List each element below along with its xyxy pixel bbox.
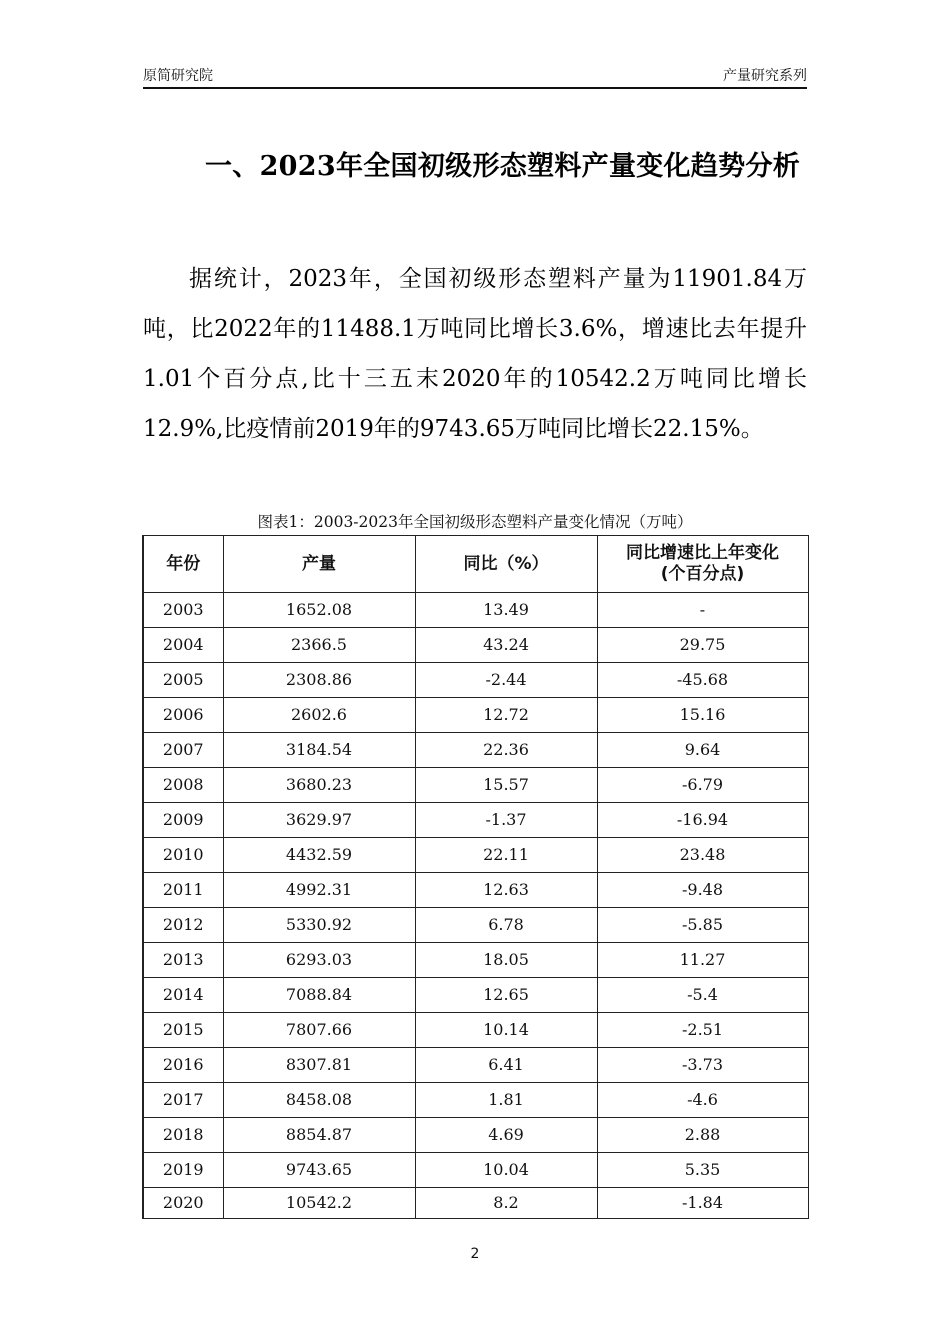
table-row bbox=[143, 593, 808, 628]
cell-yoy: -2.44 bbox=[415, 663, 597, 698]
header-org-name: 原简研究院 bbox=[143, 68, 213, 84]
cell-year: 2006 bbox=[143, 698, 223, 733]
cell-year: 2010 bbox=[143, 838, 223, 873]
cell-yoy-change: -5.4 bbox=[597, 978, 808, 1013]
cell-output: 6293.03 bbox=[223, 943, 415, 978]
cell-yoy-change: 29.75 bbox=[597, 628, 808, 663]
cell-output: 7807.66 bbox=[223, 1013, 415, 1048]
table-row bbox=[143, 1188, 808, 1219]
cell-year: 2008 bbox=[143, 768, 223, 803]
cell-year: 2018 bbox=[143, 1118, 223, 1153]
cell-output: 3629.97 bbox=[223, 803, 415, 838]
table-row bbox=[143, 943, 808, 978]
cell-yoy: 15.57 bbox=[415, 768, 597, 803]
cell-year: 2011 bbox=[143, 873, 223, 908]
cell-output: 7088.84 bbox=[223, 978, 415, 1013]
cell-yoy-change: -2.51 bbox=[597, 1013, 808, 1048]
column-header-yoy-change-line2: (个百分点) bbox=[660, 564, 745, 584]
table-row bbox=[143, 698, 808, 733]
cell-yoy: 22.11 bbox=[415, 838, 597, 873]
cell-output: 2602.6 bbox=[223, 698, 415, 733]
cell-year: 2020 bbox=[143, 1188, 223, 1219]
section-heading: 一、2023年全国初级形态塑料产量变化趋势分析 bbox=[205, 151, 801, 182]
table-row bbox=[143, 803, 808, 838]
production-table bbox=[142, 535, 809, 1219]
cell-yoy: -1.37 bbox=[415, 803, 597, 838]
table-row bbox=[143, 978, 808, 1013]
cell-yoy: 10.14 bbox=[415, 1013, 597, 1048]
table-row bbox=[143, 908, 808, 943]
cell-year: 2004 bbox=[143, 628, 223, 663]
cell-yoy: 13.49 bbox=[415, 593, 597, 628]
cell-output: 3680.23 bbox=[223, 768, 415, 803]
table-header-row bbox=[143, 536, 808, 593]
cell-yoy-change: 15.16 bbox=[597, 698, 808, 733]
cell-yoy-change: -5.85 bbox=[597, 908, 808, 943]
table-row bbox=[143, 733, 808, 768]
cell-output: 5330.92 bbox=[223, 908, 415, 943]
table-row bbox=[143, 768, 808, 803]
cell-year: 2009 bbox=[143, 803, 223, 838]
cell-yoy: 6.78 bbox=[415, 908, 597, 943]
cell-output: 2308.86 bbox=[223, 663, 415, 698]
cell-output: 2366.5 bbox=[223, 628, 415, 663]
cell-year: 2016 bbox=[143, 1048, 223, 1083]
table-row bbox=[143, 873, 808, 908]
table-row bbox=[143, 1118, 808, 1153]
cell-yoy: 43.24 bbox=[415, 628, 597, 663]
cell-year: 2015 bbox=[143, 1013, 223, 1048]
cell-yoy: 1.81 bbox=[415, 1083, 597, 1118]
cell-yoy-change: 23.48 bbox=[597, 838, 808, 873]
cell-output: 4992.31 bbox=[223, 873, 415, 908]
cell-output: 8854.87 bbox=[223, 1118, 415, 1153]
cell-yoy: 8.2 bbox=[415, 1188, 597, 1219]
cell-year: 2013 bbox=[143, 943, 223, 978]
cell-yoy-change: - bbox=[597, 593, 808, 628]
cell-output: 3184.54 bbox=[223, 733, 415, 768]
table-row bbox=[143, 1153, 808, 1188]
cell-output: 10542.2 bbox=[223, 1188, 415, 1219]
cell-output: 4432.59 bbox=[223, 838, 415, 873]
table-row bbox=[143, 838, 808, 873]
cell-yoy: 18.05 bbox=[415, 943, 597, 978]
column-header-output: 产量 bbox=[223, 536, 415, 593]
table-body bbox=[143, 593, 808, 1219]
cell-yoy-change: 2.88 bbox=[597, 1118, 808, 1153]
cell-yoy-change: -1.84 bbox=[597, 1188, 808, 1219]
cell-year: 2007 bbox=[143, 733, 223, 768]
cell-yoy-change: -45.68 bbox=[597, 663, 808, 698]
header-divider bbox=[143, 87, 807, 89]
table-row bbox=[143, 663, 808, 698]
cell-yoy: 10.04 bbox=[415, 1153, 597, 1188]
table-row bbox=[143, 1083, 808, 1118]
cell-output: 8458.08 bbox=[223, 1083, 415, 1118]
cell-output: 1652.08 bbox=[223, 593, 415, 628]
column-header-yoy-change bbox=[597, 536, 808, 593]
cell-output: 8307.81 bbox=[223, 1048, 415, 1083]
column-header-yoy: 同比（%） bbox=[415, 536, 597, 593]
cell-yoy-change: -16.94 bbox=[597, 803, 808, 838]
body-paragraph: 据统计，2023年，全国初级形态塑料产量为11901.84万吨，比2022年的11488.1万吨同比增长3.6%，增速比去年提升1.01个百分点,比十三五末2020年的10542.2万吨同比增长12.9%,比疫情前2019年的9743.65万吨同比增长22.15%。 bbox=[143, 266, 807, 442]
header-series-name: 产量研究系列 bbox=[723, 68, 807, 84]
cell-year: 2014 bbox=[143, 978, 223, 1013]
column-header-year: 年份 bbox=[143, 536, 223, 593]
cell-yoy-change: 11.27 bbox=[597, 943, 808, 978]
cell-year: 2012 bbox=[143, 908, 223, 943]
cell-year: 2005 bbox=[143, 663, 223, 698]
page-number: 2 bbox=[470, 1246, 480, 1262]
cell-yoy-change: -4.6 bbox=[597, 1083, 808, 1118]
table-row bbox=[143, 1048, 808, 1083]
cell-output: 9743.65 bbox=[223, 1153, 415, 1188]
cell-yoy: 4.69 bbox=[415, 1118, 597, 1153]
cell-year: 2003 bbox=[143, 593, 223, 628]
column-header-yoy-change-line1: 同比增速比上年变化 bbox=[626, 543, 779, 563]
cell-yoy: 12.72 bbox=[415, 698, 597, 733]
cell-year: 2017 bbox=[143, 1083, 223, 1118]
table-caption: 图表1：2003-2023年全国初级形态塑料产量变化情况（万吨） bbox=[257, 513, 693, 531]
cell-yoy: 22.36 bbox=[415, 733, 597, 768]
cell-yoy-change: -9.48 bbox=[597, 873, 808, 908]
table-row bbox=[143, 1013, 808, 1048]
cell-yoy: 12.63 bbox=[415, 873, 597, 908]
cell-yoy-change: -6.79 bbox=[597, 768, 808, 803]
cell-yoy-change: 9.64 bbox=[597, 733, 808, 768]
cell-yoy-change: 5.35 bbox=[597, 1153, 808, 1188]
table-row bbox=[143, 628, 808, 663]
cell-year: 2019 bbox=[143, 1153, 223, 1188]
cell-yoy: 12.65 bbox=[415, 978, 597, 1013]
cell-yoy: 6.41 bbox=[415, 1048, 597, 1083]
cell-yoy-change: -3.73 bbox=[597, 1048, 808, 1083]
